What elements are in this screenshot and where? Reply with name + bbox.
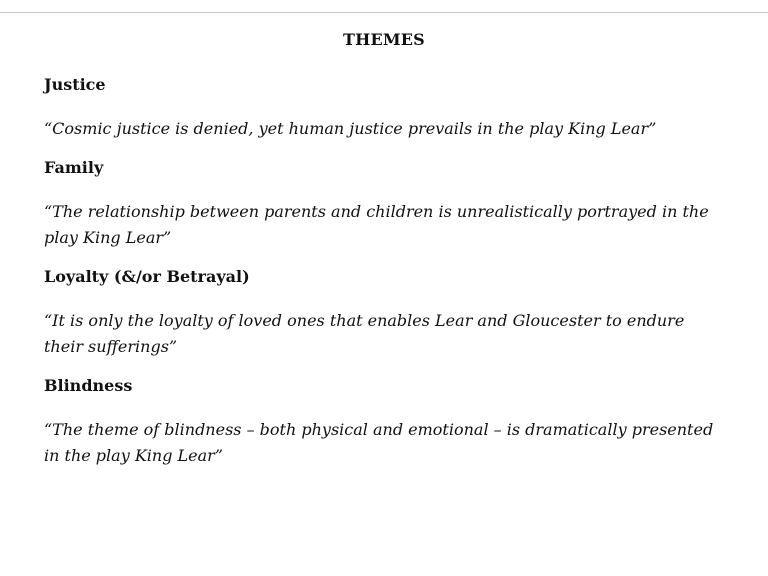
theme-section-blindness bbox=[44, 376, 724, 469]
theme-quote: “The relationship between parents and children is unrealistically portrayed in the play King Lear” bbox=[44, 202, 709, 247]
theme-heading: Justice bbox=[44, 75, 106, 94]
theme-section-family bbox=[44, 158, 724, 251]
theme-section-loyalty bbox=[44, 267, 724, 360]
page-title: THEMES bbox=[343, 30, 425, 49]
theme-quote: “Cosmic justice is denied, yet human justice prevails in the play King Lear” bbox=[44, 119, 657, 138]
theme-section-justice bbox=[44, 75, 724, 142]
theme-heading: Family bbox=[44, 158, 104, 177]
theme-quote: “It is only the loyalty of loved ones that enables Lear and Gloucester to endure their sufferings” bbox=[44, 311, 685, 356]
theme-heading: Loyalty (&/or Betrayal) bbox=[44, 267, 250, 286]
theme-quote: “The theme of blindness – both physical and emotional – is dramatically presented in the play King Lear” bbox=[44, 420, 714, 465]
theme-heading: Blindness bbox=[44, 376, 133, 395]
document-page bbox=[44, 30, 724, 485]
top-divider bbox=[0, 12, 768, 13]
